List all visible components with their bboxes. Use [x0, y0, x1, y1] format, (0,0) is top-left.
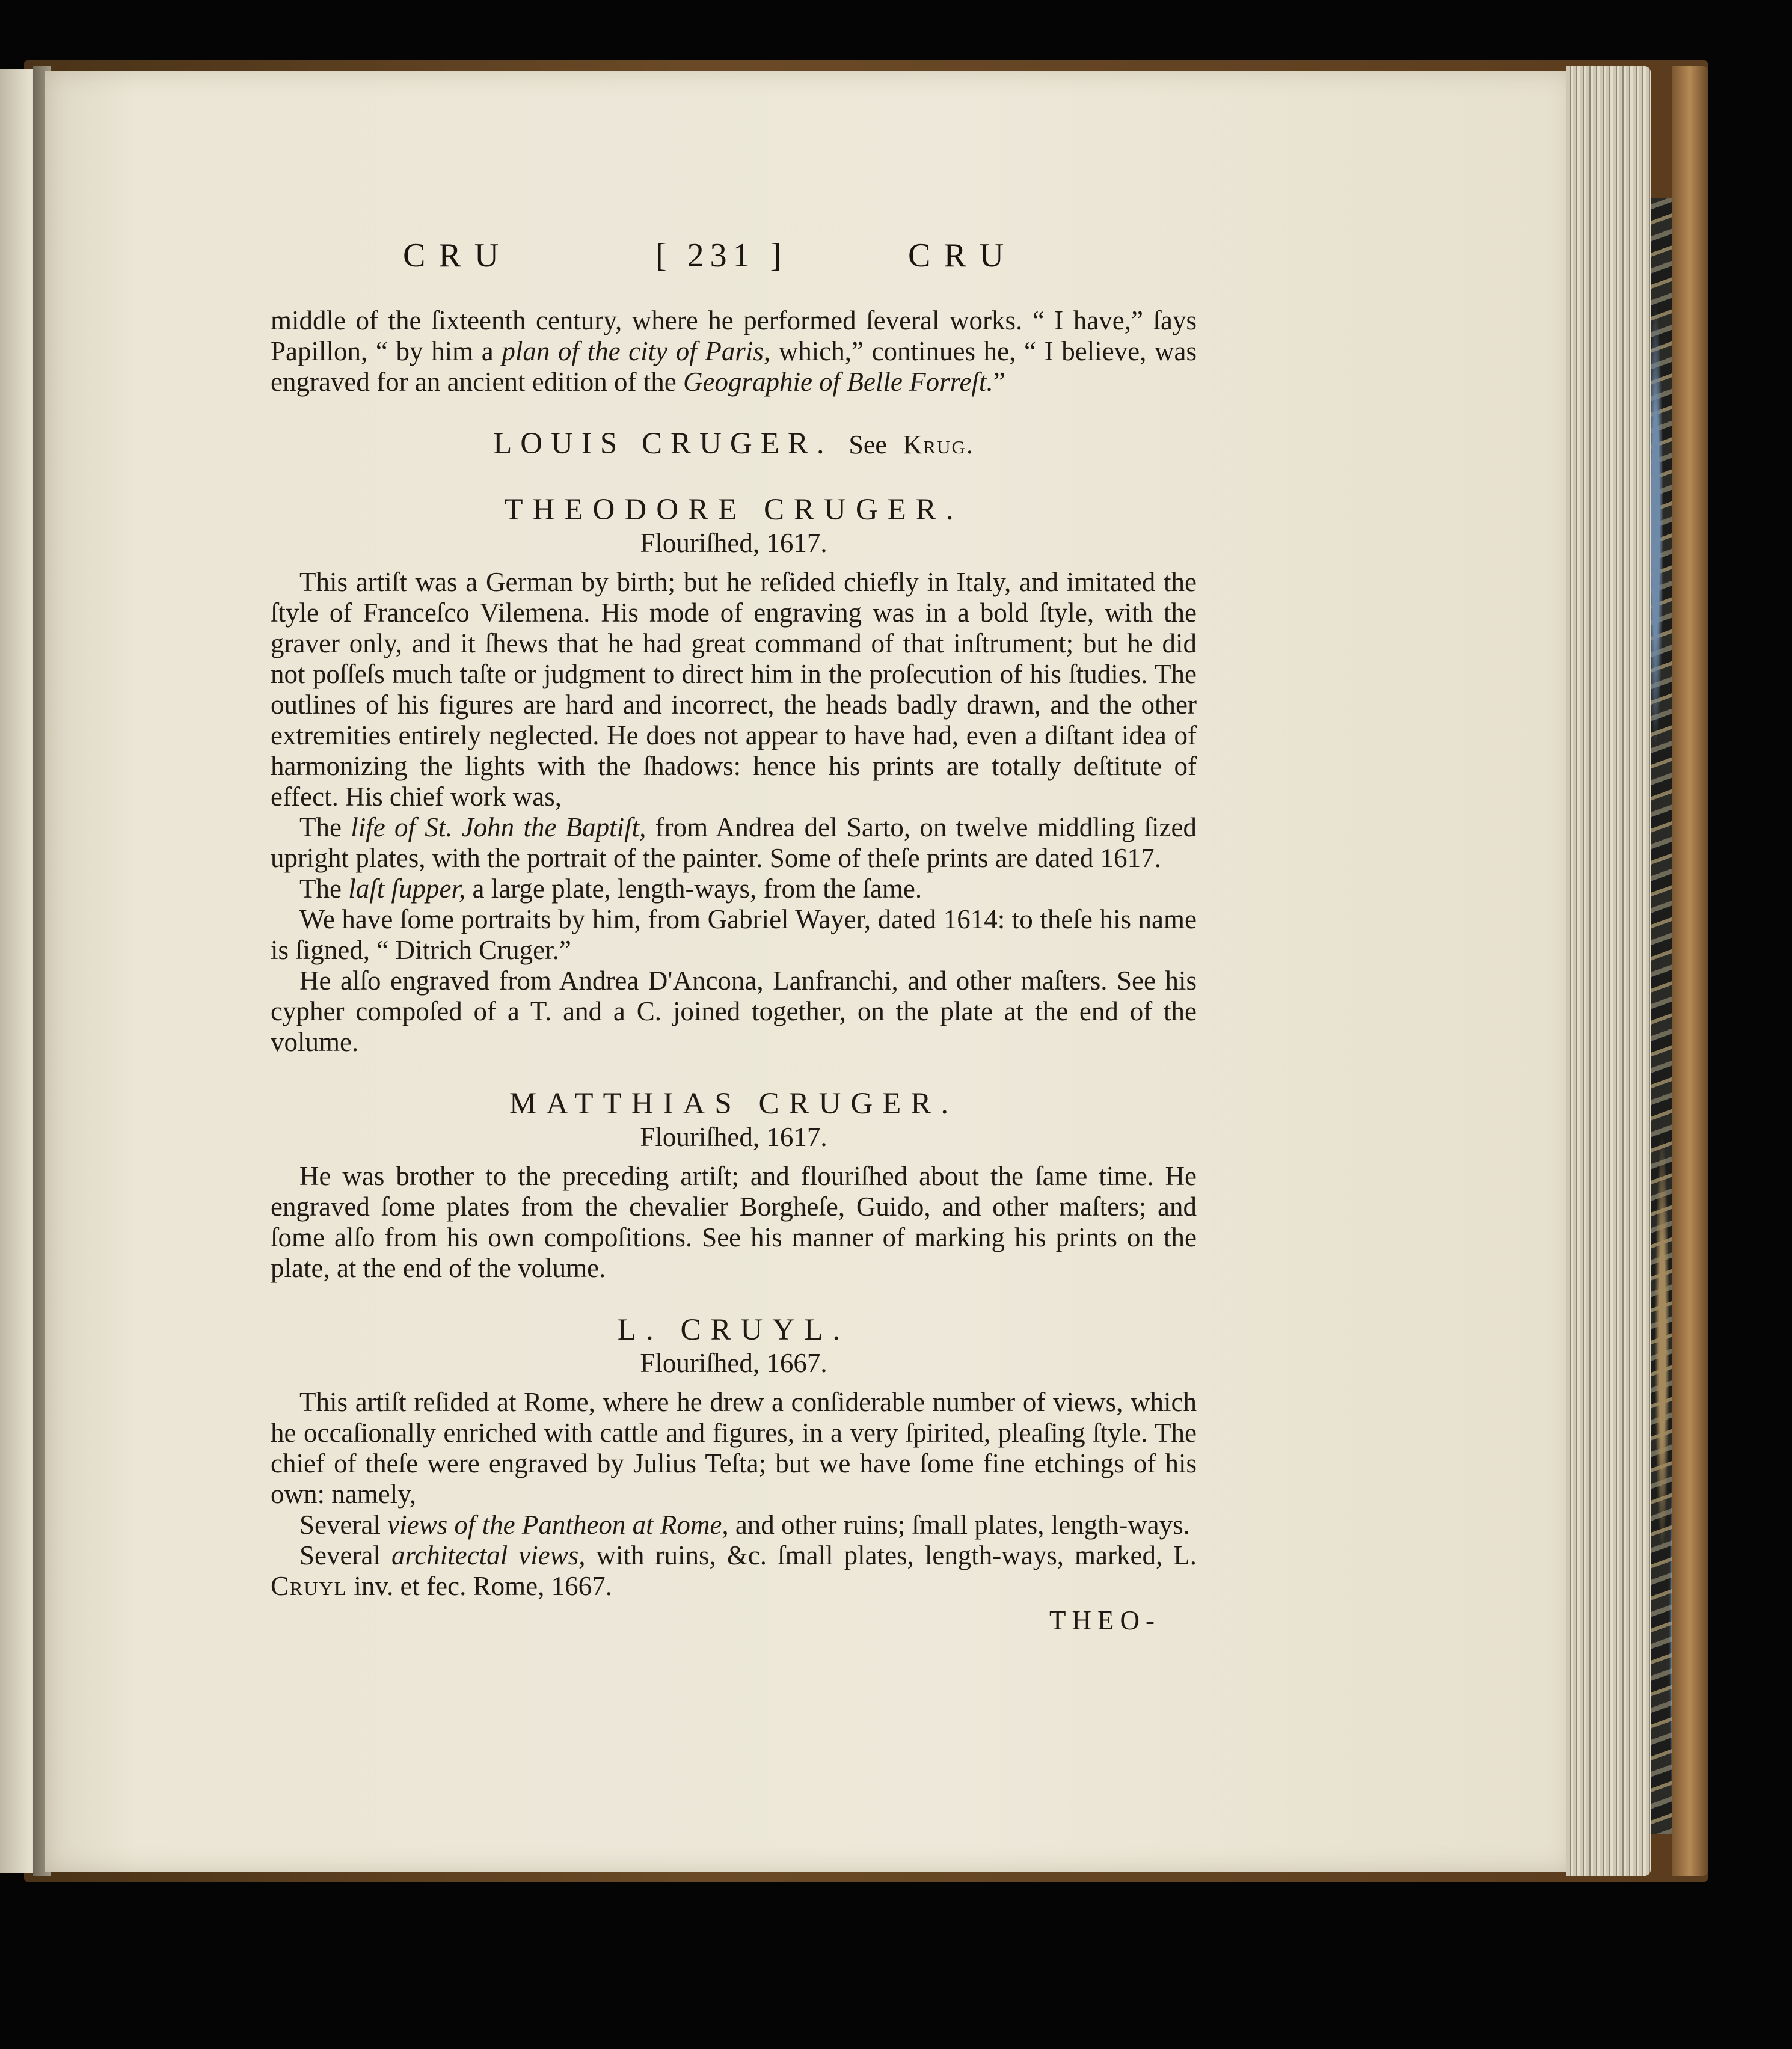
- cruyl-p3-post: with ruins, &c. ſmall plates, length-ways, marked, L.: [585, 1540, 1197, 1570]
- cruyl-p3-pre: Several: [299, 1540, 391, 1570]
- heading-theodore-cruger: THEODORE CRUGER.: [504, 493, 963, 527]
- running-head: [271, 237, 1197, 295]
- heading-matthias-cruger: MATTHIAS CRUGER.: [509, 1087, 959, 1121]
- page-number: [ 231 ]: [655, 237, 788, 274]
- matthias-flourished: Flouriſhed, 1617.: [640, 1122, 827, 1152]
- intro-text-1: middle of the ſixteenth century, where he performed ſeveral works. “ I have,” ſays Papillon, “ by him a: [271, 305, 1197, 366]
- theodore-flourished: Flouriſhed, 1617.: [640, 528, 827, 558]
- theodore-paragraph-4: We have ſome portraits by him, from Gabriel Wayer, dated 1614: to theſe his name is ſigned, “ Ditrich Cruger.”: [271, 904, 1197, 965]
- cruyl-paragraph-2: [271, 1510, 1197, 1540]
- theodore-p2-italic: life of St. John the Baptiſt,: [351, 812, 646, 842]
- intro-text-2: which,” continues he, “ I believe, was engraved for an ancient edition of the: [271, 336, 1197, 397]
- intro-italic-2: Geographie of Belle Forreſt.: [683, 367, 993, 397]
- theodore-p3-pre: The: [299, 874, 349, 904]
- theodore-p2-post: from Andrea del Sarto, on twelve middling ſized upright plates, with the portrait of the painter. Some of theſe prints are dated 1617.: [271, 812, 1197, 873]
- matthias-paragraph-1: He was brother to the preceding artiſt; and flouriſhed about the ſame time. He engraved ſome plates from the chevalier Borgheſe, Guido, and other maſters; and ſome alſo from his own compoſitions. See his manner of marking his prints on the plate, at the end of the volume.: [271, 1161, 1197, 1283]
- heading-louis-cruger: [271, 429, 1197, 460]
- cruyl-p2-post: and other ruins; ſmall plates, length-ways.: [728, 1510, 1190, 1540]
- theodore-paragraph-2: [271, 812, 1197, 874]
- theodore-p3-post: a large plate, length-ways, from the ſame.: [465, 874, 922, 904]
- cruyl-p3-smallcaps: Cruyl: [271, 1571, 348, 1601]
- cruyl-p3-end: inv. et fec. Rome, 1667.: [347, 1571, 612, 1601]
- louis-see: See: [848, 430, 887, 459]
- theodore-paragraph-1: This artiſt was a German by birth; but he reſided chiefly in Italy, and imitated the ſtyle of Franceſco Vilemena. His mode of engraving was in a bold ſtyle, with the graver only, and it ſhews that he had great command of that inſtrument; but he did not poſſeſs much taſte or judgment to direct him in the proſecution of his ſtudies. The outlines of his figures are hard and incorrect, the heads badly drawn, and the other extremities entirely neglected. He does not appear to have had, even a diſtant idea of harmonizing the lights with the ſhadows: hence his prints are totally deſtitute of effect. His chief work was,: [271, 567, 1197, 812]
- cruyl-p2-italic: views of the Pantheon at Rome,: [387, 1510, 729, 1540]
- louis-name: LOUIS CRUGER.: [493, 427, 833, 461]
- intro-paragraph: [271, 305, 1197, 397]
- theodore-p2-pre: The: [299, 812, 351, 842]
- running-head-right: CRU: [908, 237, 1017, 274]
- cruyl-p3-italic: architectal views,: [391, 1540, 586, 1570]
- theodore-paragraph-5: He alſo engraved from Andrea D'Ancona, Lanfranchi, and other maſters. See his cypher compoſed of a T. and a C. joined together, on the plate at the end of the volume.: [271, 966, 1197, 1057]
- catchword: THEO-: [1049, 1605, 1161, 1635]
- page-block-edges: [1566, 66, 1651, 1876]
- heading-l-cruyl: L. CRUYL.: [617, 1313, 850, 1347]
- leather-edge: [1672, 66, 1708, 1876]
- cruyl-p2-pre: Several: [299, 1510, 388, 1540]
- running-head-left: CRU: [403, 237, 512, 274]
- theodore-paragraph-3: [271, 874, 1197, 904]
- page-text: [271, 237, 1197, 1636]
- intro-italic-1: plan of the city of Paris,: [502, 336, 771, 366]
- cruyl-flourished: Flouriſhed, 1667.: [640, 1348, 827, 1378]
- theodore-p3-italic: laſt ſupper,: [348, 874, 466, 904]
- cruyl-paragraph-3: [271, 1540, 1197, 1602]
- cruyl-paragraph-1: This artiſt reſided at Rome, where he drew a conſiderable number of views, which he occaſionally enriched with cattle and figures, in a very ſpirited, pleaſing ſtyle. The chief of theſe were engraved by Julius Teſta; but we have ſome fine etchings of his own: namely,: [271, 1387, 1197, 1509]
- intro-text-end: ”: [993, 367, 1005, 397]
- louis-see-ref: Krug.: [903, 430, 974, 459]
